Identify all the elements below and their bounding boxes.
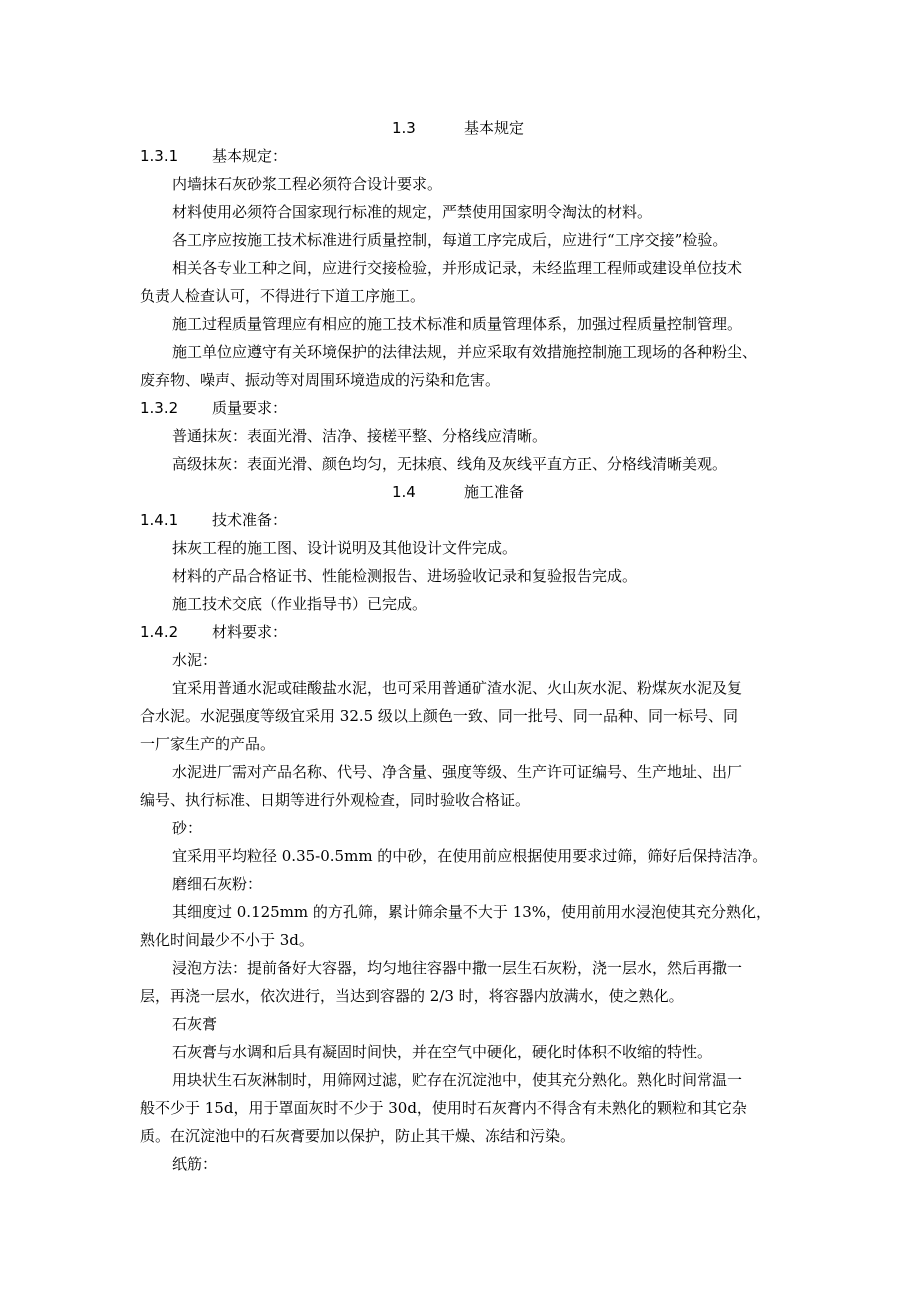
paragraph-line: 施工技术交底（作业指导书）已完成。 [172, 595, 428, 613]
paragraph-line: 材料的产品合格证书、性能检测报告、进场验收记录和复验报告完成。 [172, 567, 638, 585]
paragraph-line: 抹灰工程的施工图、设计说明及其他设计文件完成。 [172, 539, 518, 557]
paragraph-line: 合水泥。水泥强度等级宜采用 32.5 级以上颜色一致、同一批号、同一品种、同一标号、同 [140, 707, 738, 725]
paragraph-line: 石灰膏与水调和后具有凝固时间快，并在空气中硬化，硬化时体积不收缩的特性。 [172, 1043, 713, 1061]
paragraph-line: 废弃物、噪声、振动等对周围环境造成的污染和危害。 [140, 371, 501, 389]
subsection-number: 1.4.2 [140, 623, 179, 641]
paragraph-line: 用块状生石灰淋制时，用筛网过滤，贮存在沉淀池中，使其充分熟化。熟化时间常温一 [172, 1071, 743, 1089]
paragraph-line: 纸筋： [172, 1155, 218, 1173]
paragraph-line: 负责人检查认可，不得进行下道工序施工。 [140, 287, 426, 305]
paragraph-line: 水泥进厂需对产品名称、代号、净含量、强度等级、生产许可证编号、生产地址、出厂 [172, 763, 743, 781]
subsection-title: 质量要求： [212, 399, 288, 417]
subsection-title: 基本规定： [212, 147, 288, 165]
section-title: 施工准备 [464, 483, 525, 501]
paragraph-line: 材料使用必须符合国家现行标准的规定，严禁使用国家明令淘汰的材料。 [172, 203, 653, 221]
paragraph-line: 一厂家生产的产品。 [140, 735, 276, 753]
subsection-title: 材料要求： [212, 623, 288, 641]
subsection-title: 技术准备： [212, 511, 288, 529]
section-title: 基本规定 [464, 119, 525, 137]
paragraph-line: 高级抹灰：表面光滑、颜色均匀，无抹痕、线角及灰线平直方正、分格线清晰美观。 [172, 455, 728, 473]
paragraph-line: 相关各专业工种之间，应进行交接检验，并形成记录，未经监理工程师或建设单位技术 [172, 259, 743, 277]
paragraph-line: 石灰膏 [172, 1015, 218, 1033]
paragraph-line: 施工单位应遵守有关环境保护的法律法规，并应采取有效措施控制施工现场的各种粉尘、 [172, 343, 758, 361]
subsection-number: 1.4.1 [140, 511, 179, 529]
paragraph-line: 磨细石灰粉： [172, 875, 263, 893]
paragraph-line: 编号、执行标准、日期等进行外观检查，同时验收合格证。 [140, 791, 531, 809]
paragraph-line: 其细度过 0.125mm 的方孔筛，累计筛余量不大于 13%，使用前用水浸泡使其充分熟化， [172, 903, 772, 921]
paragraph-line: 施工过程质量管理应有相应的施工技术标准和质量管理体系，加强过程质量控制管理。 [172, 315, 743, 333]
paragraph-line: 宜采用平均粒径 0.35-0.5mm 的中砂，在使用前应根据使用要求过筛，筛好后保持洁净。 [172, 847, 768, 865]
paragraph-line: 砂： [172, 819, 203, 837]
paragraph-line: 般不少于 15d，用于罩面灰时不少于 30d，使用时石灰膏内不得含有未熟化的颗粒和其它杂 [140, 1099, 747, 1117]
paragraph-line: 浸泡方法：提前备好大容器，均匀地往容器中撒一层生石灰粉，浇一层水，然后再撒一 [172, 959, 743, 977]
paragraph-line: 层，再浇一层水，依次进行，当达到容器的 2/3 时，将容器内放满水，使之熟化。 [140, 987, 684, 1005]
paragraph-line: 熟化时间最少不小于 3d。 [140, 931, 314, 949]
subsection-number: 1.3.2 [140, 399, 179, 417]
paragraph-line: 宜采用普通水泥或硅酸盐水泥，也可采用普通矿渣水泥、火山灰水泥、粉煤灰水泥及复 [172, 679, 743, 697]
section-number: 1.4 [392, 483, 416, 501]
paragraph-line: 普通抹灰：表面光滑、洁净、接槎平整、分格线应清晰。 [172, 427, 548, 445]
section-number: 1.3 [392, 119, 416, 137]
paragraph-line: 各工序应按施工技术标准进行质量控制，每道工序完成后，应进行“工序交接”检验。 [172, 231, 728, 249]
paragraph-line: 质。在沉淀池中的石灰膏要加以保护，防止其干燥、冻结和污染。 [140, 1127, 576, 1145]
subsection-number: 1.3.1 [140, 147, 179, 165]
paragraph-line: 内墙抹石灰砂浆工程必须符合设计要求。 [172, 175, 443, 193]
paragraph-line: 水泥： [172, 651, 218, 669]
